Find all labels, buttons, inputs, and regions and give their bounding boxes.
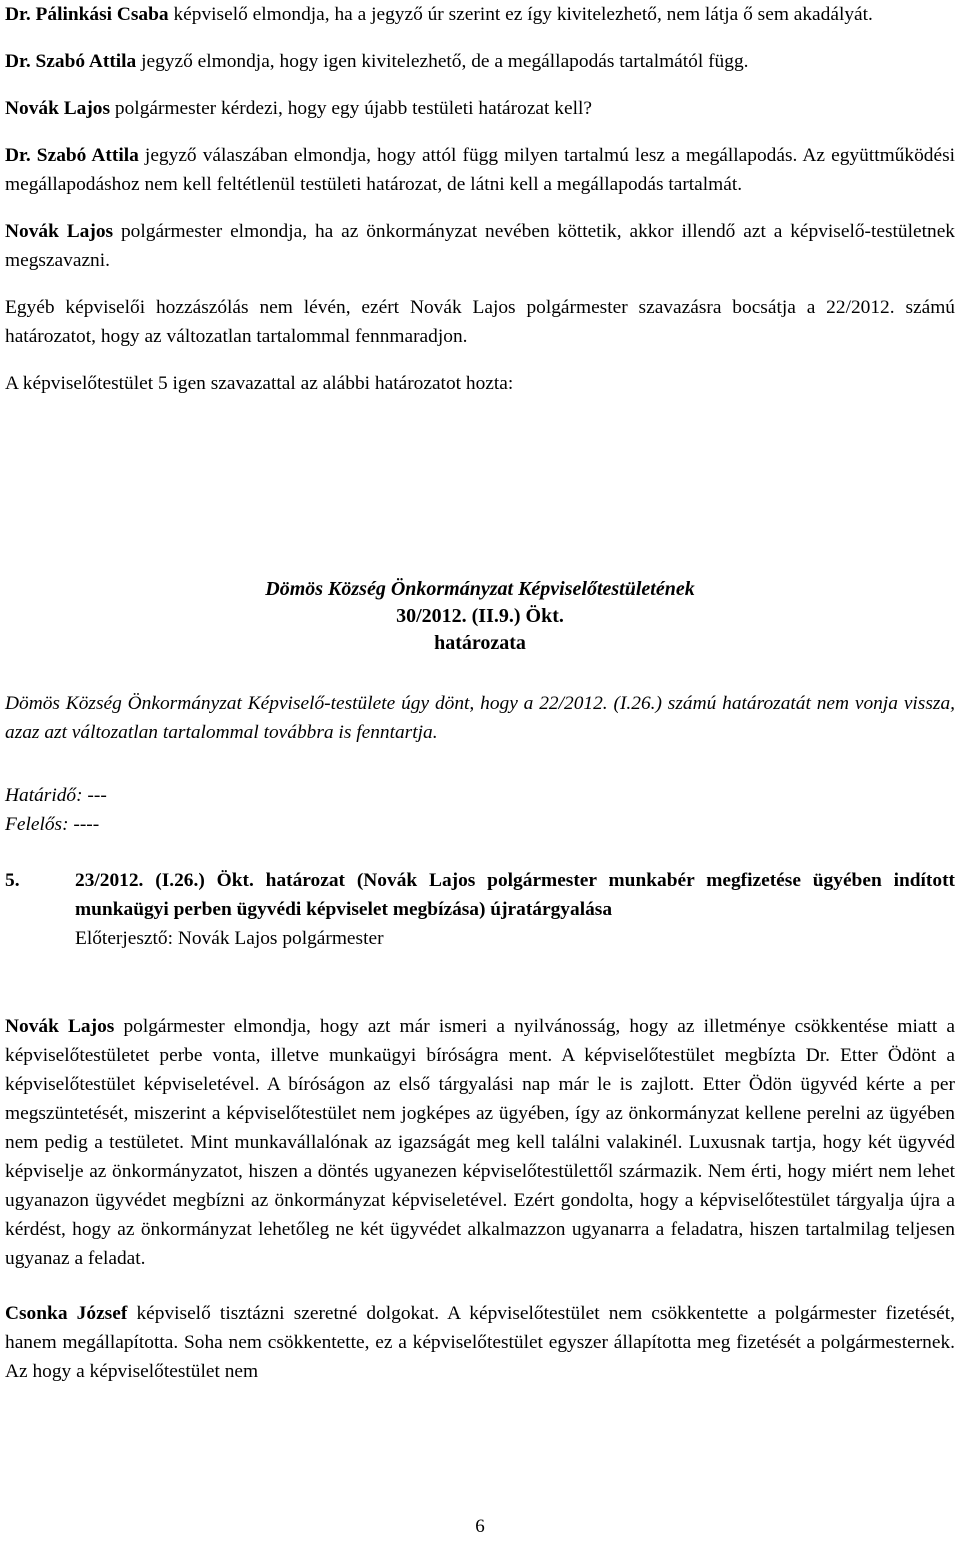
agenda-item	[5, 866, 955, 953]
speaker-name: Novák Lajos	[5, 221, 114, 242]
paragraph	[5, 369, 955, 398]
deadline: Határidő: ---	[5, 785, 107, 806]
paragraph	[5, 0, 955, 29]
speaker-name: Dr. Szabó Attila	[5, 51, 137, 72]
paragraph-text: jegyző elmondja, hogy igen kivitelezhető, de a megállapodás tartalmától függ.	[136, 51, 749, 72]
minutes-lower	[5, 1012, 955, 1386]
speaker-name: Dr. Szabó Attila	[5, 145, 139, 166]
paragraph-text: polgármester elmondja, ha az önkormányzat nevében köttetik, akkor illendő azt a képviselő-testületnek megszavazni.	[5, 221, 955, 271]
speaker-name: Dr. Pálinkási Csaba	[5, 4, 169, 25]
paragraph-text: Egyéb képviselői hozzászólás nem lévén, ezért Novák Lajos polgármester szavazásra bocsátja a 22/2012. számú határozatot, hogy az változatlan tartalommal fennmaradjon.	[5, 297, 955, 347]
paragraph-text: polgármester elmondja, hogy azt már ismeri a nyilvánosság, hogy az illetménye csökkentése miatt a képviselőtestületet perbe vonta, illetve munkaügyi bíróságra ment. A képviselőtestület megbízta Dr. Etter Ödönt a képviselőtestület képviseletével. A bíróságon az első tárgyalási nap már le is zajlott. Etter Ödön ügyvéd kérte a per megszüntetését, miszerint a képviselőtestület nem jogképes az ügyében, így az önkormányzat kellene perelni az ügyében nem pedig a testületet. Mint munkavállalónak az igazságát meg kell találni valakinél. Luxusnak tartja, hogy két ügyvéd képviselje az önkormányzatot, hiszen a döntés ugyanezen képviselőtestülettől származik. Nem érti, hogy miért nem lehet ugyanazon ügyvédet megbízni az önkormányzat képviseletével. Ezért gondolta, hogy a képviselőtestület tárgyalja újra a kérdést, hogy az önkormányzat lehetőleg ne két ügyvédet alkalmazzon ugyanarra a feladatra, hiszen tartalmilag teljesen ugyanaz a feladat.	[5, 1016, 955, 1269]
resolution-body: Dömös Község Önkormányzat Képviselő-testülete úgy dönt, hogy a 22/2012. (I.26.) számú határozatát nem vonja vissza, azaz azt változatlan tartalommal továbbra is fenntartja.	[5, 693, 955, 743]
paragraph-text: képviselő elmondja, ha a jegyző úr szerint ez így kivitelezhető, nem látja ő sem akadályát.	[168, 4, 873, 25]
paragraph	[5, 94, 955, 123]
paragraph	[5, 1012, 955, 1273]
resolution-heading	[5, 576, 955, 657]
paragraph-text: jegyző válaszában elmondja, hogy attól függ milyen tartalmú lesz a megállapodás. Az együttműködési megállapodáshoz nem kell feltétlenül testületi határozat, de látni kell a megállapodás tartalmát.	[5, 145, 955, 195]
resolution-deadlines	[5, 781, 955, 839]
paragraph	[5, 47, 955, 76]
paragraph	[5, 293, 955, 351]
speaker-name: Novák Lajos	[5, 98, 111, 119]
paragraph	[5, 1299, 955, 1386]
page-number: 6	[475, 1516, 485, 1537]
speaker-name: Novák Lajos	[5, 1016, 115, 1037]
minutes-upper	[5, 0, 955, 398]
agenda-item-presenter: Előterjesztő: Novák Lajos polgármester	[75, 928, 384, 949]
responsible: Felelős: ----	[5, 814, 100, 835]
resolution-label: határozata	[434, 632, 526, 654]
agenda-item-title: 23/2012. (I.26.) Ökt. határozat (Novák Lajos polgármester munkabér megfizetése ügyében indított munkaügyi perben ügyvédi képviselet megbízása) újratárgyalása	[75, 870, 955, 920]
paragraph	[5, 217, 955, 275]
paragraph-text: A képviselőtestület 5 igen szavazattal az alábbi határozatot hozta:	[5, 373, 514, 394]
paragraph-text: polgármester kérdezi, hogy egy újabb testületi határozat kell?	[110, 98, 592, 119]
agenda-item-number: 5.	[5, 870, 20, 891]
resolution-number: 30/2012. (II.9.) Ökt.	[396, 605, 564, 627]
paragraph	[5, 141, 955, 199]
paragraph-text: képviselő tisztázni szeretné dolgokat. A képviselőtestület nem csökkentette a polgármester fizetését, hanem megállapította. Soha nem csökkentette, ez a képviselőtestület egyszer állapította meg fizetését a polgármesternek. Az hogy a képviselőtestület nem	[5, 1303, 955, 1382]
speaker-name: Csonka József	[5, 1303, 128, 1324]
resolution-body-name: Dömös Község Önkormányzat Képviselőtestületének	[265, 578, 695, 600]
